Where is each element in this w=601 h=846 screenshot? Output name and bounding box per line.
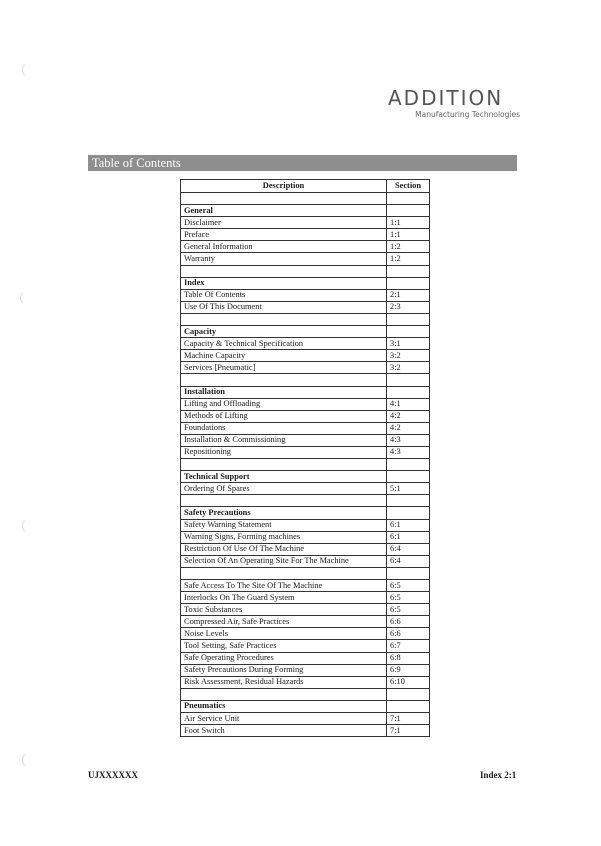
entry-section: 3:1 — [387, 338, 430, 350]
entry-description: Toxic Substances — [181, 604, 387, 616]
table-row — [181, 628, 430, 640]
section-cell-empty — [387, 700, 430, 712]
table-row — [181, 398, 430, 410]
entry-section: 2:3 — [387, 301, 430, 313]
table-row — [181, 652, 430, 664]
spacer-row — [181, 459, 430, 471]
contents-table — [180, 179, 430, 737]
entry-section: 6:9 — [387, 664, 430, 676]
entry-section: 6:6 — [387, 628, 430, 640]
table-row — [181, 422, 430, 434]
section-heading-row — [181, 700, 430, 712]
punch-hole-mark — [22, 518, 38, 534]
section-cell-empty — [387, 277, 430, 289]
entry-section: 1:2 — [387, 241, 430, 253]
page-reference: Index 2:1 — [480, 770, 517, 780]
table-row — [181, 241, 430, 253]
entry-section: 5:1 — [387, 483, 430, 495]
table-row — [181, 350, 430, 362]
table-row — [181, 289, 430, 301]
table-row — [181, 555, 430, 567]
entry-description: Safe Access To The Site Of The Machine — [181, 580, 387, 592]
section-heading-row — [181, 277, 430, 289]
punch-hole-mark — [22, 62, 38, 78]
entry-description: Safe Operating Procedures — [181, 652, 387, 664]
table-row — [181, 483, 430, 495]
entry-section: 6:8 — [387, 652, 430, 664]
entry-description: Table Of Contents — [181, 289, 387, 301]
entry-section: 6:7 — [387, 640, 430, 652]
section-cell-empty — [387, 386, 430, 398]
entry-section: 6:5 — [387, 592, 430, 604]
section-cell-empty — [387, 326, 430, 338]
section-heading: Installation — [181, 386, 387, 398]
entry-description: Restriction Of Use Of The Machine — [181, 543, 387, 555]
table-row — [181, 519, 430, 531]
table-header-row — [181, 180, 430, 193]
spacer-cell — [181, 193, 387, 205]
banner-title: Table of Contents — [92, 156, 181, 170]
entry-section: 1:2 — [387, 253, 430, 265]
table-row — [181, 410, 430, 422]
spacer-cell — [181, 495, 387, 507]
entry-section: 4:2 — [387, 410, 430, 422]
section-heading: General — [181, 205, 387, 217]
table-row — [181, 338, 430, 350]
entry-section: 3:2 — [387, 350, 430, 362]
spacer-cell — [387, 265, 430, 277]
entry-description: Tool Setting, Safe Practices — [181, 640, 387, 652]
entry-section: 3:2 — [387, 362, 430, 374]
section-heading-row — [181, 205, 430, 217]
table-row — [181, 434, 430, 446]
company-logo — [388, 88, 520, 119]
entry-section: 6:4 — [387, 543, 430, 555]
entry-description: Risk Assessment, Residual Hazards — [181, 676, 387, 688]
entry-description: Methods of Lifting — [181, 410, 387, 422]
table-row — [181, 616, 430, 628]
entry-description: Compressed Air, Safe Practices — [181, 616, 387, 628]
entry-section: 6:1 — [387, 519, 430, 531]
section-heading: Index — [181, 277, 387, 289]
table-row — [181, 217, 430, 229]
entry-description: Preface — [181, 229, 387, 241]
entry-section: 6:10 — [387, 676, 430, 688]
entry-description: Safety Warning Statement — [181, 519, 387, 531]
entry-section: 4:3 — [387, 446, 430, 458]
entry-description: Repositioning — [181, 446, 387, 458]
table-row — [181, 592, 430, 604]
spacer-cell — [387, 193, 430, 205]
table-row — [181, 713, 430, 725]
table-row — [181, 725, 430, 737]
entry-description: Safety Precautions During Forming — [181, 664, 387, 676]
section-heading: Capacity — [181, 326, 387, 338]
table-row — [181, 664, 430, 676]
entry-description: Lifting and Offloading — [181, 398, 387, 410]
entry-section: 6:1 — [387, 531, 430, 543]
table-row — [181, 229, 430, 241]
entry-section: 6:5 — [387, 580, 430, 592]
section-cell-empty — [387, 471, 430, 483]
section-heading: Technical Support — [181, 471, 387, 483]
entry-description: Warning Signs, Forming machines — [181, 531, 387, 543]
document-code: UJXXXXXX — [88, 770, 138, 780]
entry-section: 4:2 — [387, 422, 430, 434]
entry-section: 6:4 — [387, 555, 430, 567]
spacer-cell — [387, 567, 430, 579]
spacer-cell — [181, 313, 387, 325]
table-row — [181, 301, 430, 313]
section-heading-row — [181, 507, 430, 519]
entry-description: Interlocks On The Guard System — [181, 592, 387, 604]
entry-description: Services [Pneumatic] — [181, 362, 387, 374]
entry-description: Installation & Commissioning — [181, 434, 387, 446]
table-row — [181, 446, 430, 458]
section-heading: Pneumatics — [181, 700, 387, 712]
table-row — [181, 604, 430, 616]
spacer-cell — [181, 688, 387, 700]
entry-description: Noise Levels — [181, 628, 387, 640]
table-row — [181, 580, 430, 592]
section-heading-row — [181, 326, 430, 338]
punch-hole-mark — [22, 752, 38, 768]
entry-description: Use Of This Document — [181, 301, 387, 313]
logo-subtitle: Manufacturing Technologies — [415, 110, 520, 119]
entry-description: General Information — [181, 241, 387, 253]
entry-description: Machine Capacity — [181, 350, 387, 362]
spacer-cell — [387, 688, 430, 700]
spacer-cell — [387, 374, 430, 386]
section-heading: Safety Precautions — [181, 507, 387, 519]
entry-section: 1:1 — [387, 217, 430, 229]
contents-table-body — [181, 193, 430, 737]
spacer-cell — [387, 459, 430, 471]
section-heading-row — [181, 386, 430, 398]
entry-section: 7:1 — [387, 725, 430, 737]
spacer-cell — [181, 567, 387, 579]
spacer-cell — [181, 265, 387, 277]
entry-section: 1:1 — [387, 229, 430, 241]
table-row — [181, 543, 430, 555]
spacer-cell — [387, 495, 430, 507]
spacer-row — [181, 265, 430, 277]
spacer-row — [181, 567, 430, 579]
spacer-cell — [181, 374, 387, 386]
entry-description: Disclaimer — [181, 217, 387, 229]
spacer-row — [181, 495, 430, 507]
entry-description: Foot Switch — [181, 725, 387, 737]
section-cell-empty — [387, 507, 430, 519]
entry-description: Air Service Unit — [181, 713, 387, 725]
spacer-row — [181, 313, 430, 325]
spacer-row — [181, 688, 430, 700]
table-row — [181, 640, 430, 652]
section-banner — [88, 155, 517, 171]
table-row — [181, 362, 430, 374]
section-cell-empty — [387, 205, 430, 217]
logo-wordmark: ADDITION — [388, 86, 504, 110]
spacer-row — [181, 193, 430, 205]
entry-description: Capacity & Technical Specification — [181, 338, 387, 350]
entry-section: 7:1 — [387, 713, 430, 725]
description-header: Description — [181, 180, 387, 193]
entry-description: Foundations — [181, 422, 387, 434]
punch-hole-mark — [20, 290, 36, 306]
entry-description: Ordering Of Spares — [181, 483, 387, 495]
spacer-cell — [181, 459, 387, 471]
entry-description: Selection Of An Operating Site For The Machine — [181, 555, 387, 567]
section-heading-row — [181, 471, 430, 483]
table-row — [181, 253, 430, 265]
entry-description: Warranty — [181, 253, 387, 265]
entry-section: 4:1 — [387, 398, 430, 410]
entry-section: 6:5 — [387, 604, 430, 616]
spacer-cell — [387, 313, 430, 325]
spacer-row — [181, 374, 430, 386]
table-row — [181, 531, 430, 543]
entry-section: 6:6 — [387, 616, 430, 628]
entry-section: 2:1 — [387, 289, 430, 301]
entry-section: 4:3 — [387, 434, 430, 446]
table-row — [181, 676, 430, 688]
section-header: Section — [387, 180, 430, 193]
